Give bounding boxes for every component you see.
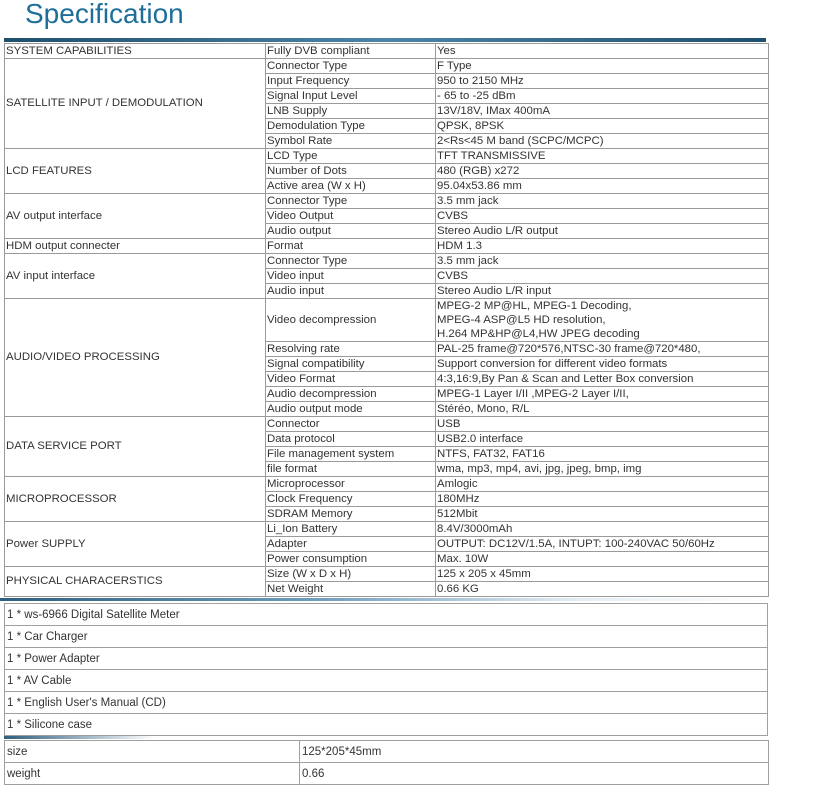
spec-value: 8.4V/3000mAh [436,522,769,537]
spec-item: Signal compatibility [266,357,436,372]
spec-category: DATA SERVICE PORT [5,417,266,477]
spec-item: File management system [266,447,436,462]
spec-item: Connector Type [266,254,436,269]
spec-item: Format [266,239,436,254]
package-item: 1 * Car Charger [5,626,768,648]
spec-row [5,522,769,537]
spec-category: SATELLITE INPUT / DEMODULATION [5,59,266,149]
spec-value: 0.66 KG [436,582,769,597]
package-item: 1 * AV Cable [5,670,768,692]
spec-value: CVBS [436,209,769,224]
spec-row [5,239,769,254]
spec-value: H.264 MP&HP@L4,HW JPEG decoding [436,327,769,342]
spec-item: file format [266,462,436,477]
spec-value: 480 (RGB) x272 [436,164,769,179]
spec-category: AUDIO/VIDEO PROCESSING [5,299,266,417]
spec-value: wma, mp3, mp4, avi, jpg, jpeg, bmp, img [436,462,769,477]
spec-value: MPEG-4 ASP@L5 HD resolution, [436,313,769,327]
spec-value: OUTPUT: DC12V/1.5A, INTUPT: 100-240VAC 50/60Hz [436,537,769,552]
dimension-row [5,763,769,785]
spec-item: Adapter [266,537,436,552]
size-weight-table [4,740,769,785]
spec-item: Fully DVB compliant [266,44,436,59]
spec-item: Connector Type [266,59,436,74]
spec-value: 13V/18V, IMax 400mA [436,104,769,119]
spec-row [5,44,769,59]
spec-value: F Type [436,59,769,74]
spec-value: 3.5 mm jack [436,194,769,209]
spec-row [5,477,769,492]
spec-value: CVBS [436,269,769,284]
spec-value: Yes [436,44,769,59]
package-row [5,626,768,648]
spec-category: MICROPROCESSOR [5,477,266,522]
spec-value: USB2.0 interface [436,432,769,447]
spec-item: Video input [266,269,436,284]
spec-row [5,254,769,269]
spec-value: 180MHz [436,492,769,507]
spec-item: Connector Type [266,194,436,209]
spec-value: Support conversion for different video formats [436,357,769,372]
package-row [5,648,768,670]
spec-value: TFT TRANSMISSIVE [436,149,769,164]
spec-value: Max. 10W [436,552,769,567]
spec-item: Video decompression [266,299,436,342]
package-row [5,670,768,692]
spec-item: Number of Dots [266,164,436,179]
spec-row [5,417,769,432]
spec-item: Audio decompression [266,387,436,402]
spec-item: Video Output [266,209,436,224]
spec-row [5,567,769,582]
spec-value: NTFS, FAT32, FAT16 [436,447,769,462]
spec-category: AV input interface [5,254,266,299]
spec-item: Resolving rate [266,342,436,357]
spec-value: 512Mbit [436,507,769,522]
spec-item: Video Format [266,372,436,387]
spec-item: Power consumption [266,552,436,567]
spec-category: HDM output connecter [5,239,266,254]
package-row [5,714,768,736]
dimension-value: 125*205*45mm [300,741,769,763]
spec-row [5,59,769,74]
package-row [5,604,768,626]
dimension-row [5,741,769,763]
package-row [5,692,768,714]
spec-value: Amlogic [436,477,769,492]
spec-value: USB [436,417,769,432]
spec-item: Microprocessor [266,477,436,492]
spec-item: Clock Frequency [266,492,436,507]
spec-table [4,43,769,597]
spec-item: Audio output mode [266,402,436,417]
spec-item: Active area (W x H) [266,179,436,194]
spec-value: 95.04x53.86 mm [436,179,769,194]
spec-item: SDRAM Memory [266,507,436,522]
package-item: 1 * Silicone case [5,714,768,736]
spec-value: Stéréo, Mono, R/L [436,402,769,417]
spec-item: Audio input [266,284,436,299]
spec-value: QPSK, 8PSK [436,119,769,134]
page-title: Specification [25,0,184,29]
spec-value: HDM 1.3 [436,239,769,254]
spec-value: MPEG-1 Layer I/II ,MPEG-2 Layer I/II, [436,387,769,402]
title-divider [4,38,766,42]
spec-value: 950 to 2150 MHz [436,74,769,89]
spec-item: Connector [266,417,436,432]
spec-value: 4:3,16:9,By Pan & Scan and Letter Box conversion [436,372,769,387]
dimension-value: 0.66 [300,763,769,785]
spec-value: 125 x 205 x 45mm [436,567,769,582]
spec-category: LCD FEATURES [5,149,266,194]
spec-item: Size (W x D x H) [266,567,436,582]
dimension-label: weight [5,763,300,785]
spec-value: MPEG-2 MP@HL, MPEG-1 Decoding, [436,299,769,314]
section-divider-bottom [4,736,154,739]
spec-item: Li_Ion Battery [266,522,436,537]
spec-row [5,194,769,209]
spec-item: Symbol Rate [266,134,436,149]
spec-category: PHYSICAL CHARACERSTICS [5,567,266,597]
spec-category: Power SUPPLY [5,522,266,567]
package-item: 1 * Power Adapter [5,648,768,670]
package-item: 1 * English User's Manual (CD) [5,692,768,714]
spec-item: Signal Input Level [266,89,436,104]
spec-item: Data protocol [266,432,436,447]
package-item: 1 * ws-6966 Digital Satellite Meter [5,604,768,626]
spec-item: Net Weight [266,582,436,597]
spec-item: LNB Supply [266,104,436,119]
spec-value: PAL-25 frame@720*576,NTSC-30 frame@720*480, [436,342,769,357]
spec-item: LCD Type [266,149,436,164]
spec-item: Demodulation Type [266,119,436,134]
dimension-label: size [5,741,300,763]
package-table [4,603,768,736]
spec-value: Stereo Audio L/R input [436,284,769,299]
spec-row [5,149,769,164]
section-divider [0,598,770,601]
spec-item: Input Frequency [266,74,436,89]
spec-value: Stereo Audio L/R output [436,224,769,239]
spec-value: - 65 to -25 dBm [436,89,769,104]
spec-category: AV output interface [5,194,266,239]
spec-value: 2<Rs<45 M band (SCPC/MCPC) [436,134,769,149]
spec-value: 3.5 mm jack [436,254,769,269]
spec-row [5,299,769,314]
spec-category: SYSTEM CAPABILITIES [5,44,266,59]
spec-item: Audio output [266,224,436,239]
